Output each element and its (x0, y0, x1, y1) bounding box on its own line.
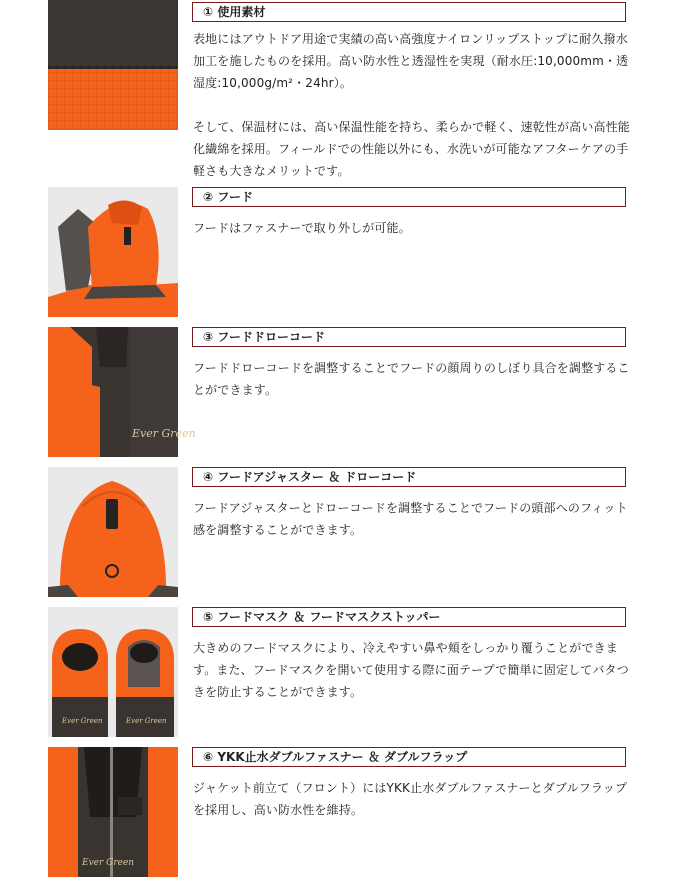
feature-4-title: ④ フードアジャスター ＆ ドローコード (192, 467, 626, 487)
feature-1-paragraph-2: そして、保温材には、高い保温性能を持ち、柔らかで軽く、速乾性が高い高性能化繊綿を採用。フィールドでの性能以外にも、水洗いが可能なアフターケアの手軽さも大きなメリットです。 (193, 120, 630, 178)
feature-6-image (48, 747, 178, 877)
feature-2-image (48, 187, 178, 317)
feature-2-paragraph-1: フードはファスナーで取り外しが可能。 (193, 221, 411, 235)
feature-6-title: ⑥ YKK止水ダブルファスナー ＆ ダブルフラップ (192, 747, 626, 767)
jacket-collar-icon (48, 327, 196, 457)
feature-5-title: ⑤ フードマスク ＆ フードマスクストッパー (192, 607, 626, 627)
feature-5-image (48, 607, 178, 737)
front-zipper-icon (48, 747, 178, 877)
feature-3-body (193, 357, 633, 401)
feature-3-paragraph-1: フードドローコードを調整することでフードの顔周りのしぼり具合を調整することができます。 (193, 361, 630, 397)
feature-1-image (48, 0, 178, 130)
feature-6-paragraph-1: ジャケット前立て（フロント）にはYKK止水ダブルファスナーとダブルフラップを採用し、高い防水性を維持。 (193, 781, 628, 817)
feature-1-title: ① 使用素材 (192, 2, 626, 22)
feature-1-body (193, 28, 633, 182)
feature-4-paragraph-1: フードアジャスターとドローコードを調整することでフードの頭部へのフィット感を調整することができます。 (193, 501, 628, 537)
feature-4-image (48, 467, 178, 597)
fabric-swatch-icon (48, 0, 178, 130)
feature-1-paragraph-1: 表地にはアウトドア用途で実績の高い高強度ナイロンリップストップに耐久撥水加工を施したものを採用。高い防水性と透湿性を実現（耐水圧:10,000mm・透湿度:10,000g/m²・24hr）。 (193, 32, 629, 90)
feature-3-title: ③ フードドローコード (192, 327, 626, 347)
hood-back-icon (48, 187, 178, 317)
brand-logo-front: Ever Green (82, 858, 135, 868)
feature-5-body (193, 637, 633, 703)
brand-logo: Ever Green (132, 427, 196, 440)
feature-4-body (193, 497, 633, 541)
brand-logo-left: Ever Green (62, 717, 103, 725)
brand-logo-right: Ever Green (126, 717, 167, 725)
hood-mask-icon (48, 607, 178, 737)
feature-6-body (193, 777, 633, 821)
hood-adjuster-icon (48, 467, 178, 597)
feature-2-title: ② フード (192, 187, 626, 207)
feature-3-image (48, 327, 196, 457)
feature-5-paragraph-1: 大きめのフードマスクにより、冷えやすい鼻や頬をしっかり覆うことができます。また、フードマスクを開いて使用する際に面テープで簡単に固定してバタつきを防止することができます。 (193, 641, 629, 699)
feature-2-body (193, 217, 633, 239)
